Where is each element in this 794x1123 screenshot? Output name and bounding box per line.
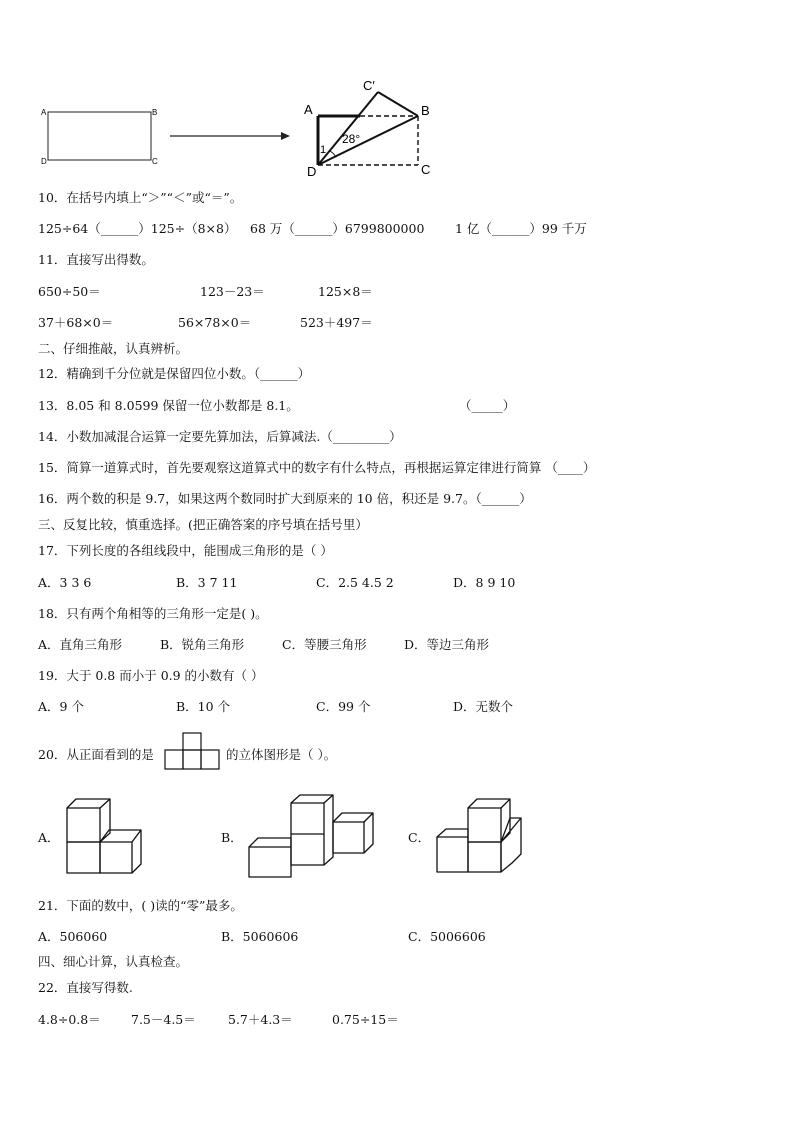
q10-item-1: 125÷64（______）125÷（8×8）: [38, 221, 237, 236]
q20-option-a-cubes-icon: [64, 796, 144, 876]
q19-option-b: B．10 个: [176, 699, 231, 714]
fold-label-b: B: [421, 103, 430, 118]
q10-item-3: 1 亿（______）99 千万: [455, 221, 587, 236]
fold-label-a: A: [304, 102, 313, 117]
q14: 14．小数加减混合运算一定要先算加法，后算减法.（_________）: [38, 429, 402, 444]
q22-item-2: 7.5－4.5＝: [131, 1012, 196, 1027]
q20-option-c-cubes-icon: [435, 796, 525, 876]
folded-figure: [318, 92, 418, 165]
q18-option-d: D．等边三角形: [404, 637, 490, 652]
q21-option-c: C．5006606: [408, 929, 486, 944]
q18-option-b: B．锐角三角形: [160, 637, 245, 652]
q19-title: 19．大于 0.8 而小于 0.9 的小数有（ ）: [38, 668, 264, 683]
q18-option-a: A．直角三角形: [38, 637, 123, 652]
q19-option-d: D．无数个: [453, 699, 514, 714]
q18-title: 18．只有两个角相等的三角形一定是( )。: [38, 606, 268, 621]
section-4-heading: 四、细心计算，认真检查。: [38, 954, 189, 969]
q22-item-3: 5.7＋4.3＝: [228, 1012, 293, 1027]
q13-blank: （_____）: [459, 398, 516, 413]
q21-option-a: A．506060: [38, 929, 108, 944]
q20-suffix: 的立体图形是（ ）。: [226, 747, 337, 762]
rect-label-d: D: [41, 157, 47, 166]
q11-r2-c1: 37＋68×0＝: [38, 315, 114, 330]
section-3-heading: 三、反复比较，慎重选择。(把正确答案的序号填在括号里）: [38, 517, 368, 532]
q17-option-b: B．3 7 11: [176, 575, 238, 590]
rect-label-b: B: [152, 108, 158, 117]
q20-option-a: A．: [38, 830, 60, 845]
q11-r2-c2: 56×78×0＝: [178, 315, 252, 330]
q20-option-b-cubes-icon: [247, 792, 377, 880]
q19-option-c: C．99 个: [316, 699, 371, 714]
q10-title: 10．在括号内填上“＞”“＜”或“＝”。: [38, 190, 243, 205]
q20-prefix: 20．从正面看到的是: [38, 747, 154, 762]
q22-item-4: 0.75÷15＝: [332, 1012, 399, 1027]
q10-item-2: 68 万（______）6799800000: [250, 221, 425, 236]
q22-item-1: 4.8÷0.8＝: [38, 1012, 101, 1027]
q11-r1-c1: 650÷50＝: [38, 284, 101, 299]
q11-r1-c2: 123－23＝: [200, 284, 265, 299]
q13-text: 13．8.05 和 8.0599 保留一位小数都是 8.1。: [38, 398, 299, 413]
arrow-head: [281, 132, 290, 140]
q11-r2-c3: 523＋497＝: [300, 315, 373, 330]
q21-option-b: B．5060606: [221, 929, 299, 944]
fold-label-d: D: [307, 164, 317, 179]
q17-option-c: C．2.5 4.5 2: [316, 575, 394, 590]
fold-angle-one: 1: [320, 144, 327, 156]
q18-option-c: C．等腰三角形: [282, 637, 367, 652]
fold-label-c: C: [421, 162, 431, 177]
rect-label-a: A: [41, 108, 47, 117]
q20-option-b: B．: [221, 830, 243, 845]
q12: 12．精确到千分位就是保留四位小数。（______）: [38, 366, 311, 381]
rect-label-c: C: [152, 157, 158, 166]
q15: 15．简算一道算式时，首先要观察这道算式中的数字有什么特点，再根据运算定律进行简算 （____）: [38, 460, 596, 475]
q22-title: 22．直接写得数.: [38, 980, 133, 995]
section-2-heading: 二、仔细推敲，认真辨析。: [38, 341, 189, 356]
q17-title: 17．下列长度的各组线段中，能围成三角形的是（ ）: [38, 543, 333, 558]
q20-front-view-icon: [164, 732, 224, 772]
q20-option-c: C．: [408, 830, 431, 845]
q21-title: 21．下面的数中，( )读的“零”最多。: [38, 898, 243, 913]
q17-option-d: D．8 9 10: [453, 575, 516, 590]
fold-label-c-prime: C′: [363, 78, 375, 93]
q11-title: 11．直接写出得数。: [38, 252, 154, 267]
q16: 16．两个数的积是 9.7，如果这两个数同时扩大到原来的 10 倍，积还是 9.7。（______）: [38, 491, 532, 506]
q11-r1-c3: 125×8＝: [318, 284, 373, 299]
q17-option-a: A．3 3 6: [38, 575, 92, 590]
fold-angle-label: 28°: [342, 132, 361, 146]
q19-option-a: A．9 个: [38, 699, 84, 714]
